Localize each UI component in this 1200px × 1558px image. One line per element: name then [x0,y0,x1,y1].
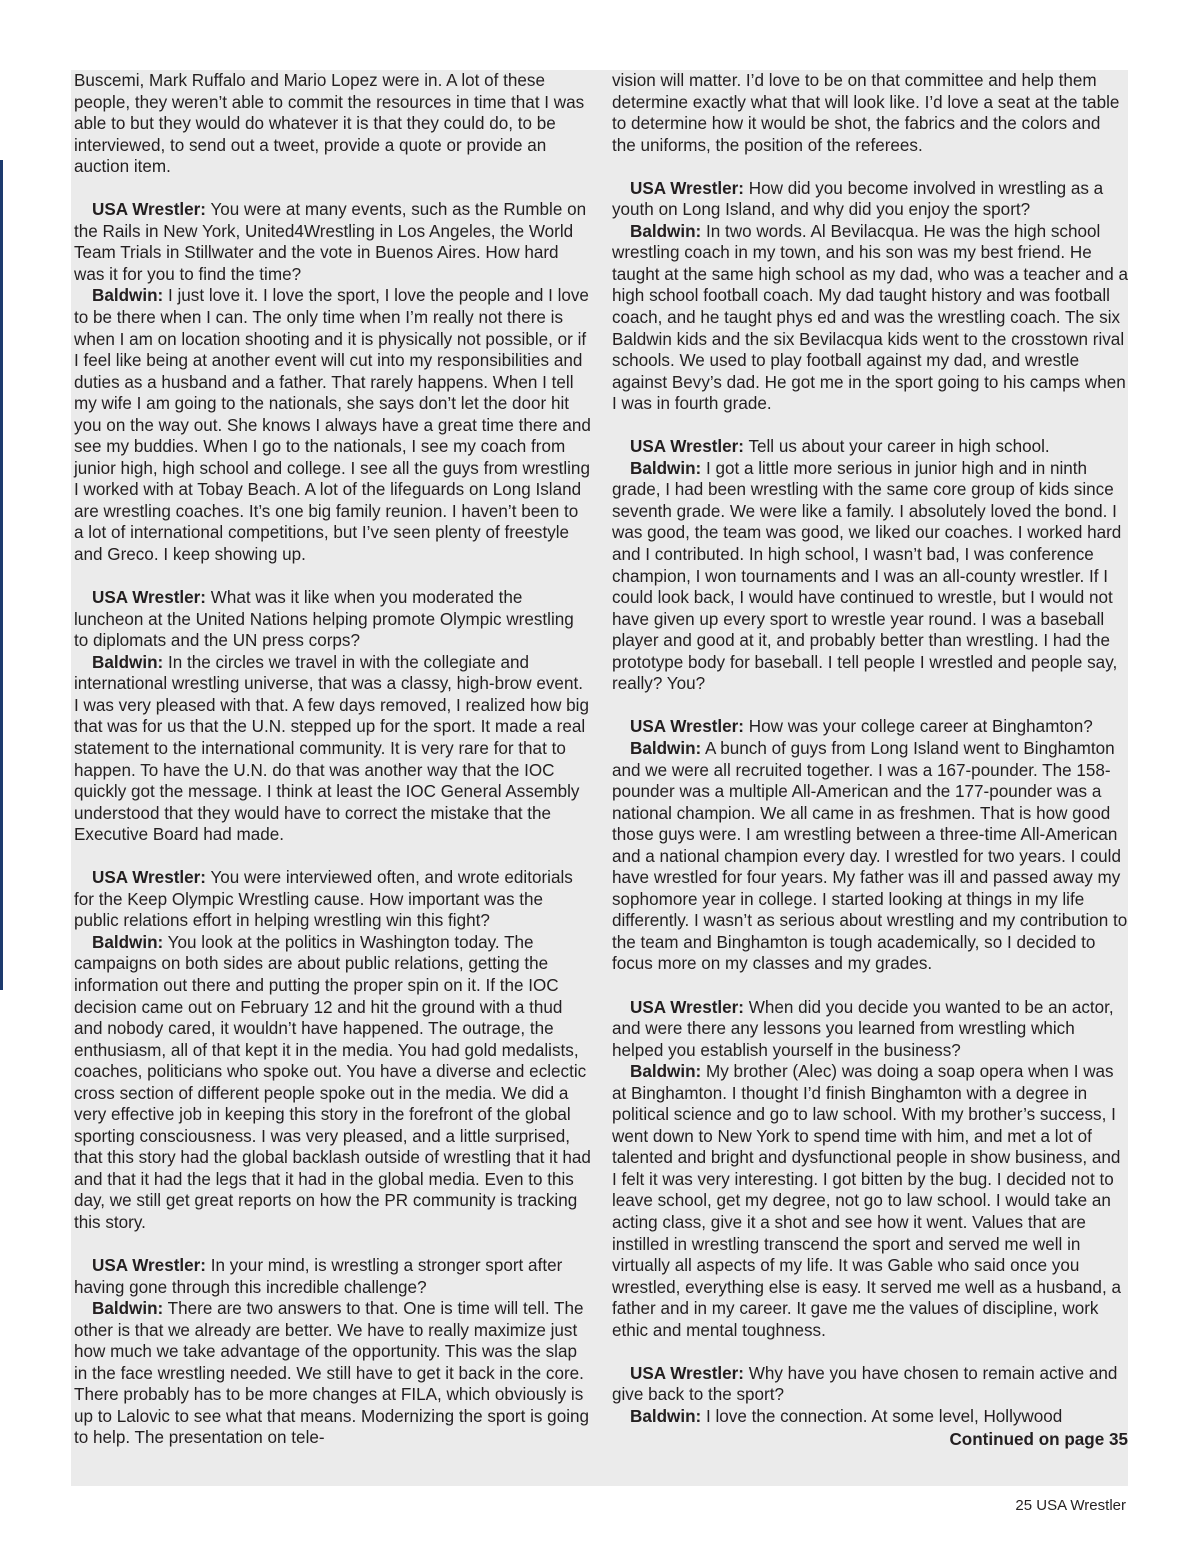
continued-paragraph [612,70,1128,156]
paragraph-text: Why have you have chosen to remain active and give back to the sport? [612,1363,1118,1405]
speaker-label: USA Wrestler: [630,997,744,1017]
interview-answer [612,738,1128,975]
speaker-label: USA Wrestler: [92,588,206,608]
page-folio: 25 USA Wrestler [1015,1497,1126,1514]
paragraph-text: I got a little more serious in junior high and in ninth grade, I had been wrestling with the same core group of kids since seventh grade. We were like a family. I absolutely loved the bond. I was good, the team was good, we liked our coaches. I worked hard and I contributed. In high school, I wasn’t bad, I was conference champion, I won tournaments and I was an all-county wrestler. If I could look back, I would have continued to wrestle, but I would not have given up every sport to wrestle year round. I was a baseball player and good at it, and probably better than wrestling. I had the prototype body for baseball. I tell people I wrestled and people say, really? You? [612,458,1122,694]
paragraph-text: When did you decide you wanted to be an actor, and were there any lessons you learned from wrestling which helped you establish yourself in the business? [612,997,1114,1060]
continued-paragraph [74,70,592,178]
paragraph-text: You were interviewed often, and wrote editorials for the Keep Olympic Wrestling cause. How important was the public relations effort in helping wrestling win this fight? [74,868,573,931]
paragraph-text: Buscemi, Mark Ruffalo and Mario Lopez were in. A lot of these people, they weren’t able to commit the resources in time that I was able to but they would do whatever it is that they could do, to be interviewed, to send out a tweet, provide a quote or provide an auction item. [74,71,585,177]
speaker-label: Baldwin: [630,738,702,758]
speaker-label: USA Wrestler: [92,868,206,888]
paragraph-text: In the circles we travel in with the collegiate and international wrestling universe, that was a classy, high-brow event. I was very pleased with that. A few days removed, I realized how big that was for us that the U.N. stepped up for the sport. It made a real statement to the international community. It is very rare for that to happen. To have the U.N. do that was another way that the IOC quickly got the message. I think at least the IOC General Assembly understood that they would have to correct the mistake that the Executive Board had made. [74,652,589,845]
speaker-label: Baldwin: [630,1406,702,1426]
paragraph-text: There are two answers to that. One is time will tell. The other is that we already are better. We have to really maximize just how much we take advantage of the opportunity. This was the slap in the face wrestling needed. We still have to get it back in the core. There probably has to be more changes at FILA, which obviously is up to Lalovic to see what that means. Modernizing the sport is going to help. The presentation on tele- [74,1299,590,1448]
paragraph-text: How was your college career at Binghamton? [744,717,1093,737]
interview-question [74,1255,592,1298]
speaker-label: Baldwin: [630,458,702,478]
left-column [74,70,592,1449]
speaker-label: Baldwin: [630,221,702,241]
interview-question [74,587,592,652]
speaker-label: USA Wrestler: [630,1363,744,1383]
interview-answer [612,221,1128,415]
interview-answer [612,1406,1128,1428]
paragraph-text: My brother (Alec) was doing a soap opera when I was at Binghamton. I thought I’d finish Binghamton with a degree in political science and go to law school. With my brother’s success, I went down to New York to spend time with him, and met a lot of talented and bright and dysfunctional people in show business, and I felt it was very interesting. I got bitten by the bug. I decided not to leave school, get my degree, not go to law school. I would take an acting class, give it a shot and see how it went. Values that are instilled in wrestling transcend the sport and served me well in virtually all aspects of my life. It was Gable who said once you wrestled, everything else is easy. It served me well as a husband, a father and in my career. It gave me the values of discipline, work ethic and mental toughness. [612,1062,1121,1340]
paragraph-text: What was it like when you moderated the luncheon at the United Nations helping promote Olympic wrestling to diplomats and the UN press corps? [74,588,574,651]
interview-answer [612,458,1128,695]
paragraph-text: You were at many events, such as the Rumble on the Rails in New York, United4Wrestling in Los Angeles, the World Team Trials in Stillwater and the vote in Buenos Aires. How hard was it for you to find the time? [74,200,587,284]
interview-answer [612,1061,1128,1341]
page-edge-bar [0,160,3,990]
speaker-label: USA Wrestler: [630,437,744,457]
interview-answer [74,285,592,565]
speaker-label: Baldwin: [92,1299,164,1319]
paragraph-text: A bunch of guys from Long Island went to Binghamton and we were all recruited together. I was a 167-pounder. The 158-pounder was a multiple All-American and the 177-pounder was a national champion. We all came in as freshmen. That is how good those guys were. I am wrestling between a three-time All-American and a national champion every day. I wrestled for two years. I could have wrestled for four years. My father was ill and passed away my sophomore year in college. I started looking at things in my life differently. I wasn’t as serious about wrestling and my contribution to the team and Binghamton is tough academically, so I decided to focus more on my classes and my grades. [612,738,1128,974]
continued-on-page-jump: Continued on page 35 [949,1430,1128,1450]
paragraph-text: You look at the politics in Washington today. The campaigns on both sides are about public relations, getting the information out there and putting the proper spin on it. If the IOC decision came out on February 12 and hit the ground with a thud and nobody cared, it wouldn’t have happened. The outrage, the enthusiasm, all of that kept it in the media. You had gold medalists, coaches, politicians who spoke out. You have a diverse and eclectic cross section of different people spoke out in the media. We did a very effective job in keeping this story in the forefront of the global sporting consciousness. I was very pleased, and a little surprised, that this story had the global backlash outside of wrestling that it had and that it had the legs that it had in the global media. Even to this day, we still get great reports on how the PR community is tracking this story. [74,932,591,1232]
paragraph-text: I love the connection. At some level, Hollywood [701,1406,1063,1426]
interview-question [74,867,592,932]
speaker-label: Baldwin: [92,286,164,306]
right-column [612,70,1128,1451]
paragraph-text: How did you become involved in wrestling as a youth on Long Island, and why did you enjoy the sport? [612,178,1104,220]
interview-question [612,178,1128,221]
interview-question [612,716,1128,738]
paragraph-text: In your mind, is wrestling a stronger sport after having gone through this incredible challenge? [74,1256,563,1297]
paragraph-text: I just love it. I love the sport, I love the people and I love to be there when I can. The only time when I’m really not there is when I am on location shooting and it is physically not possible, or if I feel like being at another event will cut into my responsibilities and duties as a husband and a father. That rarely happens. When I tell my wife I am going to the nationals, she says don’t let the door hit you on the way out. She knows I always have a great time there and see my buddies. When I go to the nationals, I see my coach from junior high, high school and college. I see all the guys from wrestling I worked with at Tobay Beach. A lot of the lifeguards on Long Island are wrestling coaches. It’s one big family reunion. I haven’t been to a lot of international competitions, but I’ve seen plenty of freestyle and Greco. I keep showing up. [74,286,591,565]
speaker-label: USA Wrestler: [92,200,206,220]
speaker-label: Baldwin: [630,1062,702,1082]
speaker-label: USA Wrestler: [92,1256,206,1276]
interview-answer [74,652,592,846]
interview-answer [74,932,592,1234]
interview-answer [74,1298,592,1449]
interview-question [612,997,1128,1062]
speaker-label: Baldwin: [92,932,164,952]
speaker-label: Baldwin: [92,652,164,672]
interview-question [612,436,1128,458]
paragraph-text: In two words. Al Bevilacqua. He was the high school wrestling coach in my town, and his son was my best friend. He taught at the same high school as my dad, who was a teacher and a high school football coach. My dad taught history and was football coach, and he taught phys ed and was the wrestling coach. The six Baldwin kids and the six Bevilacqua kids went to the crosstown rival schools. We used to play football against my dad, and wrestle against Bevy’s dad. He got me in the sport going to his camps when I was in fourth grade. [612,221,1128,414]
paragraph-text: vision will matter. I’d love to be on that committee and help them determine exactly what that will look like. I’d love a seat at the table to determine how it would be shot, the fabrics and the colors and the uniforms, the position of the referees. [612,71,1120,155]
paragraph-text: Tell us about your career in high school. [744,437,1050,457]
speaker-label: USA Wrestler: [630,178,744,198]
speaker-label: USA Wrestler: [630,717,744,737]
interview-question [74,199,592,285]
interview-question [612,1363,1128,1406]
